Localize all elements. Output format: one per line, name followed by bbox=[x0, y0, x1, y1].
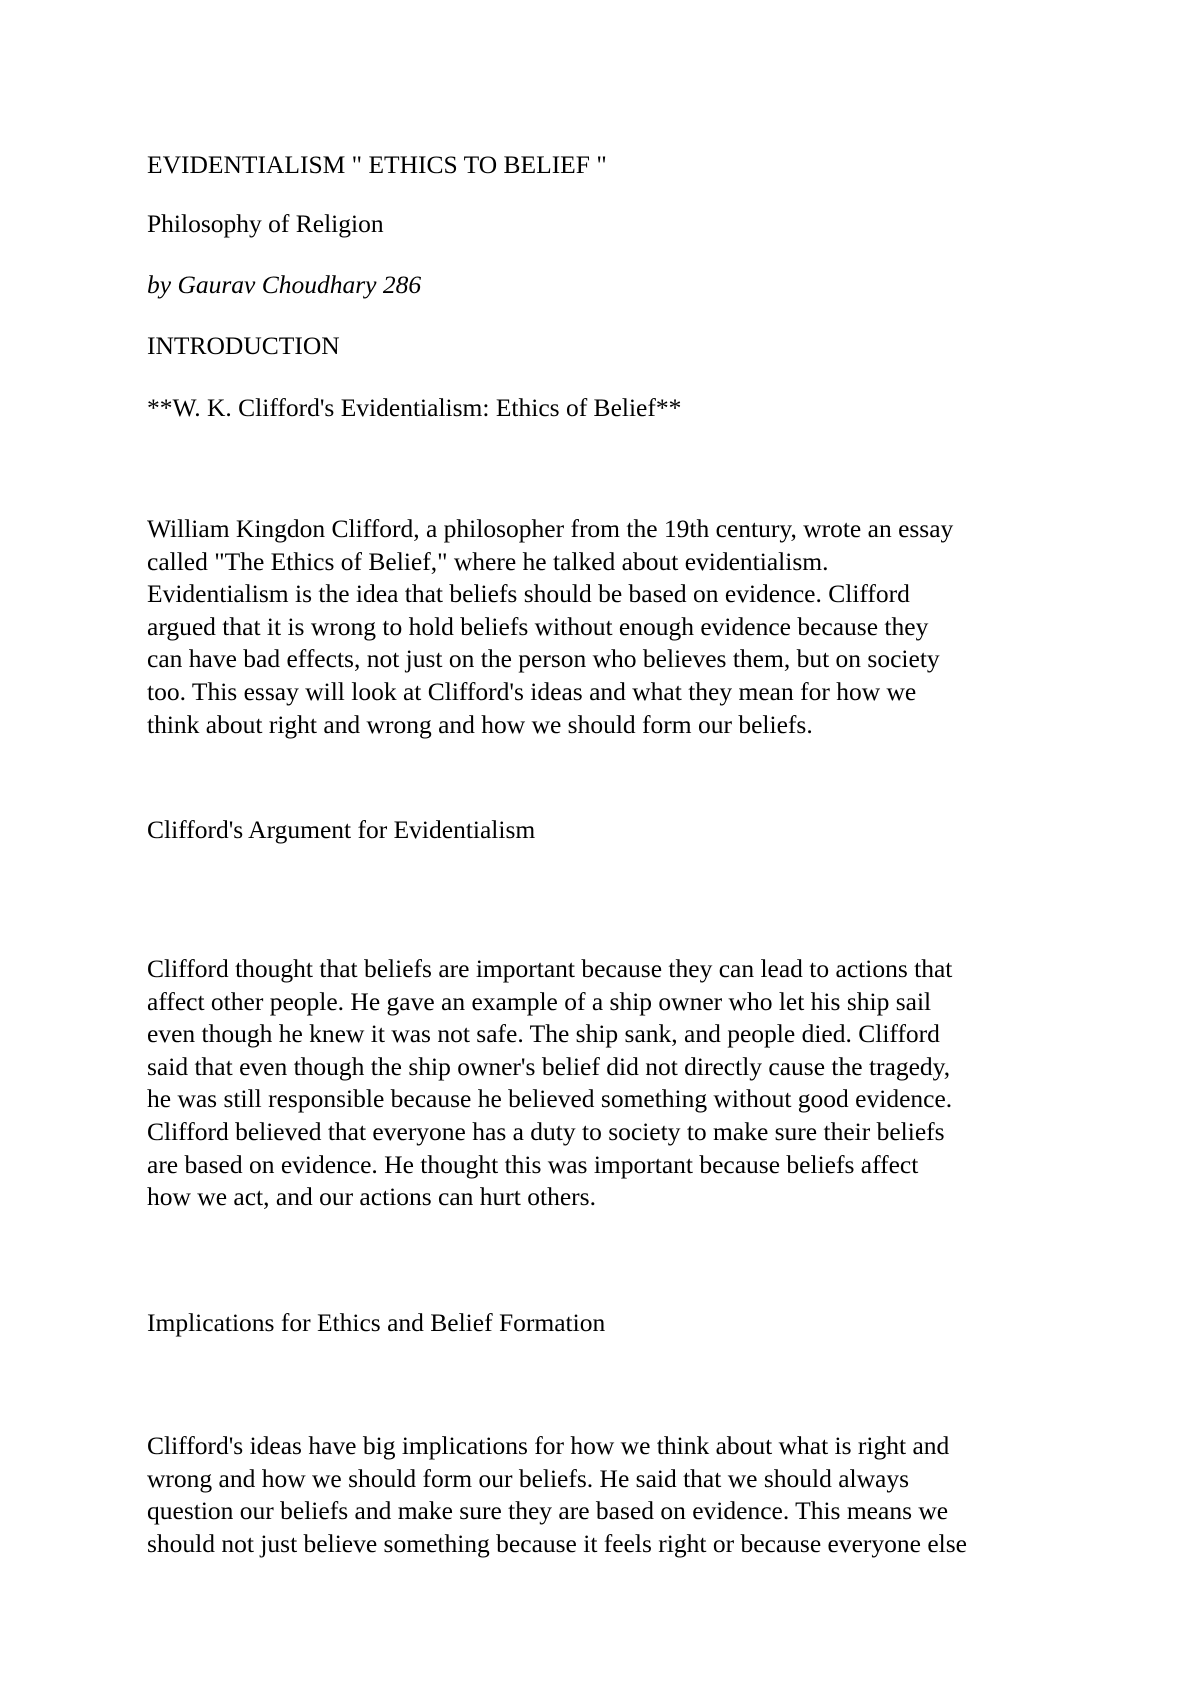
paragraph-intro bbox=[147, 513, 953, 741]
section-heading-introduction: INTRODUCTION bbox=[147, 331, 340, 360]
paragraph-line: Clifford thought that beliefs are important because they can lead to actions that bbox=[147, 954, 953, 983]
document-author: by Gaurav Choudhary 286 bbox=[147, 270, 422, 299]
paragraph-line: question our beliefs and make sure they are based on evidence. This means we bbox=[147, 1496, 949, 1526]
paragraph-line: Evidentialism is the idea that beliefs should be based on evidence. Clifford bbox=[147, 579, 910, 609]
intro-heading: **W. K. Clifford's Evidentialism: Ethics of Belief** bbox=[147, 393, 682, 422]
paragraph-line: even though he knew it was not safe. The ship sank, and people died. Clifford bbox=[147, 1019, 940, 1049]
section-heading-implications: Implications for Ethics and Belief Formation bbox=[147, 1308, 606, 1337]
paragraph-line: argued that it is wrong to hold beliefs without enough evidence because they bbox=[147, 611, 929, 641]
paragraph-line: can have bad effects, not just on the person who believes them, but on society bbox=[147, 644, 940, 674]
paragraph-line: he was still responsible because he believed something without good evidence. bbox=[147, 1084, 953, 1114]
document-subtitle: Philosophy of Religion bbox=[147, 209, 384, 238]
paragraph-line: think about right and wrong and how we should form our beliefs. bbox=[147, 709, 813, 739]
paragraph-line: Clifford believed that everyone has a duty to society to make sure their beliefs bbox=[147, 1116, 945, 1146]
section-heading-argument: Clifford's Argument for Evidentialism bbox=[147, 815, 536, 844]
paragraph-line: how we act, and our actions can hurt others. bbox=[147, 1182, 596, 1212]
paragraph-line: affect other people. He gave an example of a ship owner who let his ship sail bbox=[147, 986, 932, 1016]
document-title: EVIDENTIALISM " ETHICS TO BELIEF " bbox=[147, 150, 607, 179]
paragraph-argument bbox=[147, 953, 952, 1214]
paragraph-line: said that even though the ship owner's belief did not directly cause the tragedy, bbox=[147, 1051, 951, 1081]
paragraph-line: should not just believe something because it feels right or because everyone else bbox=[147, 1528, 967, 1558]
paragraph-line: wrong and how we should form our beliefs. He said that we should always bbox=[147, 1463, 910, 1493]
paragraph-line: William Kingdon Clifford, a philosopher from the 19th century, wrote an essay bbox=[147, 514, 954, 543]
paragraph-implications bbox=[147, 1430, 967, 1560]
paragraph-line: too. This essay will look at Clifford's ideas and what they mean for how we bbox=[147, 676, 917, 706]
paragraph-line: Clifford's ideas have big implications for how we think about what is right and bbox=[147, 1431, 950, 1460]
paragraph-line: called "The Ethics of Belief," where he talked about evidentialism. bbox=[147, 546, 829, 576]
paragraph-line: are based on evidence. He thought this was important because beliefs affect bbox=[147, 1149, 919, 1179]
